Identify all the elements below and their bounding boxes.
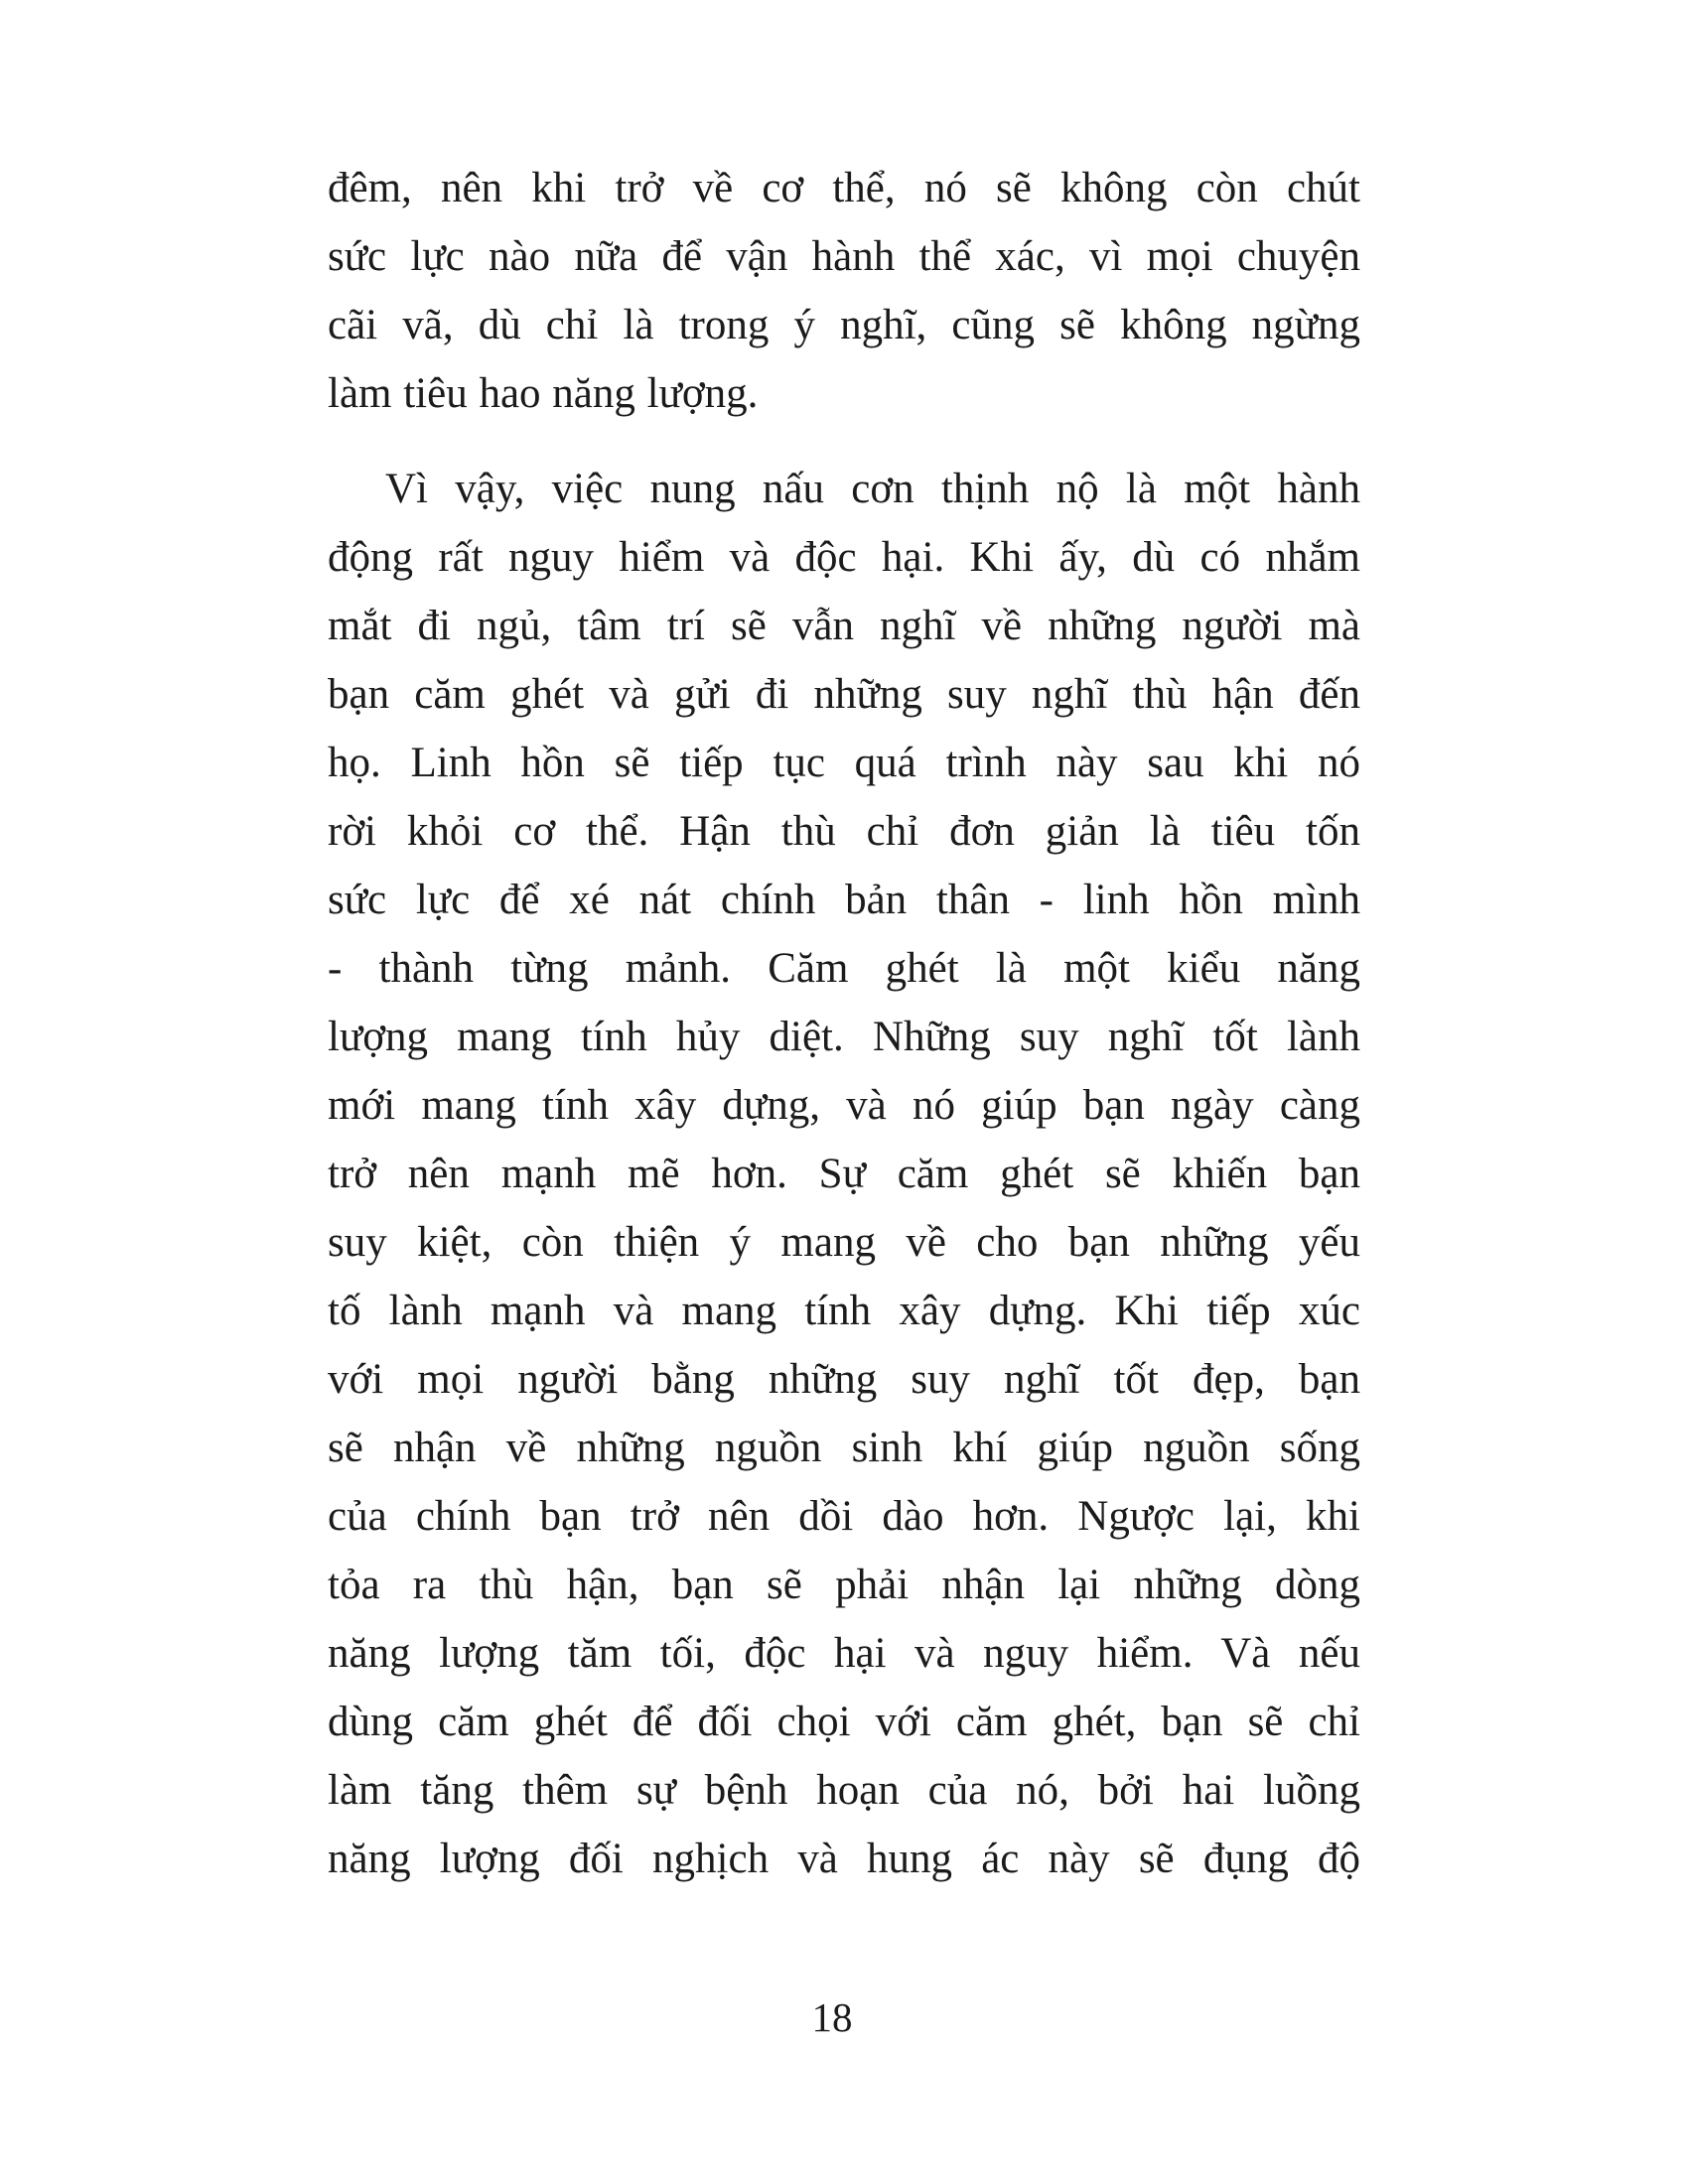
text-line: sức lực nào nữa để vận hành thể xác, vì mọi chuyện xyxy=(328,233,1360,280)
text-line: rời khỏi cơ thể. Hận thù chỉ đơn giản là tiêu tốn xyxy=(328,808,1360,855)
text-line: cãi vã, dù chỉ là trong ý nghĩ, cũng sẽ không ngừng xyxy=(328,302,1360,348)
text-line: lượng mang tính hủy diệt. Những suy nghĩ tốt lành xyxy=(328,1014,1360,1060)
paragraph xyxy=(328,455,1360,1893)
text-line: tỏa ra thù hận, bạn sẽ phải nhận lại những dòng xyxy=(328,1562,1360,1608)
text-line: với mọi người bằng những suy nghĩ tốt đẹp, bạn xyxy=(328,1356,1360,1403)
text-line: sức lực để xé nát chính bản thân - linh hồn mình xyxy=(328,877,1360,923)
text-line: năng lượng đối nghịch và hung ác này sẽ đụng độ xyxy=(328,1836,1360,1882)
text-line: động rất nguy hiểm và độc hại. Khi ấy, dù có nhắm xyxy=(328,534,1360,581)
text-line: trở nên mạnh mẽ hơn. Sự căm ghét sẽ khiến bạn xyxy=(328,1151,1360,1197)
text-line: mắt đi ngủ, tâm trí sẽ vẫn nghĩ về những người mà xyxy=(328,603,1360,649)
paragraph xyxy=(328,154,1360,428)
text-line: bạn căm ghét và gửi đi những suy nghĩ thù hận đến xyxy=(328,671,1360,718)
text-line: họ. Linh hồn sẽ tiếp tục quá trình này sau khi nó xyxy=(328,740,1360,786)
text-line: làm tăng thêm sự bệnh hoạn của nó, bởi hai luồng xyxy=(328,1767,1360,1814)
text-line: của chính bạn trở nên dồi dào hơn. Ngược lại, khi xyxy=(328,1493,1360,1540)
text-line: - thành từng mảnh. Căm ghét là một kiểu năng xyxy=(328,945,1360,992)
text-line: Vì vậy, việc nung nấu cơn thịnh nộ là một hành xyxy=(385,466,1360,512)
text-line: mới mang tính xây dựng, và nó giúp bạn ngày càng xyxy=(328,1082,1360,1129)
text-line: tố lành mạnh và mang tính xây dựng. Khi tiếp xúc xyxy=(328,1288,1360,1334)
text-line: năng lượng tăm tối, độc hại và nguy hiểm. Và nếu xyxy=(328,1630,1360,1677)
text-line: dùng căm ghét để đối chọi với căm ghét, bạn sẽ chỉ xyxy=(328,1699,1360,1745)
text-line: đêm, nên khi trở về cơ thể, nó sẽ không còn chút xyxy=(328,165,1360,211)
text-line: sẽ nhận về những nguồn sinh khí giúp nguồn sống xyxy=(328,1425,1360,1471)
text-block xyxy=(328,154,1360,1893)
page-number: 18 xyxy=(811,1994,853,2040)
text-line: suy kiệt, còn thiện ý mang về cho bạn những yếu xyxy=(328,1219,1360,1266)
text-line: làm tiêu hao năng lượng. xyxy=(328,370,759,417)
